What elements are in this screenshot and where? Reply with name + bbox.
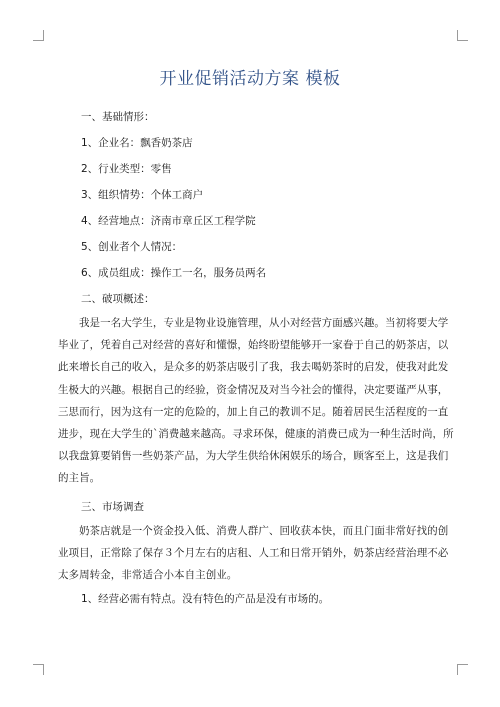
paragraph-line: 毕业了，凭着自己对经营的喜好和懂憬，始终盼望能够开一家眷于自己的奶茶店，以 bbox=[58, 339, 449, 352]
paragraph-line: 奶茶店就是一个资金投入低、消费人群广、回收获本快，而且门面非常好找的创 bbox=[79, 524, 449, 537]
info-item-founder-info: 5、创业者个人情况： bbox=[81, 241, 183, 253]
paragraph-line: 太多周转金，非常适合小本自主创业。 bbox=[58, 568, 238, 581]
section-heading-market-research: 三、市场调查 bbox=[81, 500, 144, 513]
paragraph-line: 以我盘算要销售一些奶茶产品，为大学生供给休闲娱乐的场合，顾客至上，这是我们 bbox=[58, 450, 449, 463]
paragraph-line: 三思而行，因为这有一定的危险的，加上自己的教训不足。随着居民生活程度的一直 bbox=[58, 405, 449, 418]
crop-mark-top-left bbox=[33, 30, 44, 41]
crop-mark-bottom-left bbox=[33, 664, 44, 675]
info-item-industry-type: 2、行业类型：零售 bbox=[81, 163, 172, 175]
overview-paragraph bbox=[58, 312, 454, 490]
market-research-paragraph bbox=[58, 520, 449, 587]
paragraph-line: 我是一名大学生，专业是物业设施管理，从小对经营方面感兴趣。当初将要大学 bbox=[79, 317, 449, 329]
paragraph-line: 业项目，正常除了保存３个月左右的店租、人工和日常开销外，奶茶店经营治理不必 bbox=[58, 546, 449, 559]
section-heading-overview: 二、破项概述： bbox=[81, 293, 155, 305]
info-item-staff: 6、成员组成：操作工一名，服务员两名 bbox=[81, 267, 267, 279]
info-item-organization-form: 3、组织情势：个体工商户 bbox=[81, 189, 204, 201]
crop-mark-top-right bbox=[457, 30, 468, 41]
document-title: 开业促销活动方案 模板 bbox=[159, 69, 341, 89]
info-item-company-name: 1、企业名：飘香奶茶店 bbox=[81, 137, 193, 149]
paragraph-line: 进步，现在大学生的`消费越来越高。寻求环保，健康的消费已成为一种生活时尚，所 bbox=[58, 427, 454, 440]
paragraph-line: 此来增长自己的收入，是众多的奶茶店吸引了我，我去喝奶茶时的启发，使我对此发 bbox=[58, 361, 449, 374]
info-item-business-location: 4、经营地点：济南市章丘区工程学院 bbox=[81, 215, 256, 227]
crop-mark-bottom-right bbox=[457, 664, 468, 675]
paragraph-line: 生极大的兴趣。根据自己的经验，资金情况及对当今社会的懂得，决定要谨严从事， bbox=[58, 383, 449, 396]
market-item-specialty: 1、经营必需有特点。没有特色的产品是没有市场的。 bbox=[81, 593, 330, 606]
paragraph-line: 的主旨。 bbox=[58, 472, 101, 485]
document-body bbox=[58, 104, 454, 612]
section-heading-basic-info: 一、基础情形： bbox=[81, 111, 155, 123]
